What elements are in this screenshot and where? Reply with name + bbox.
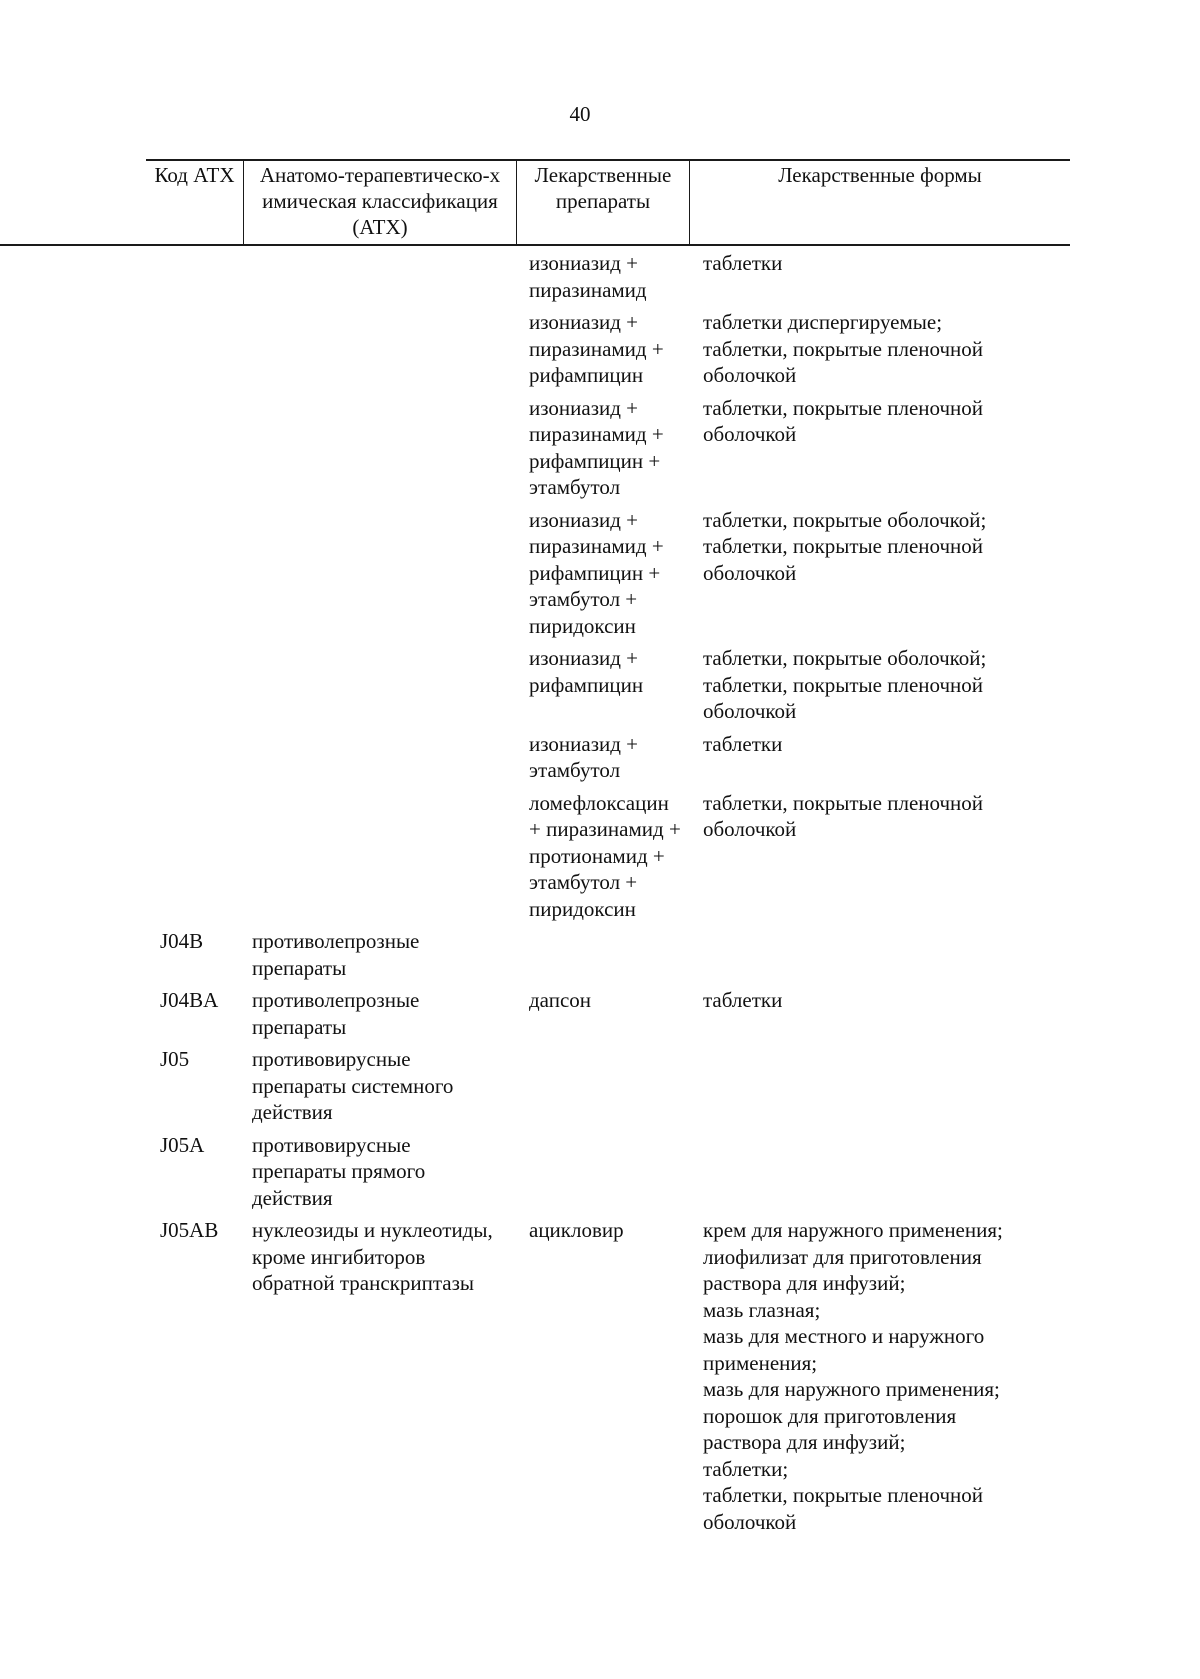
table-row bbox=[0, 645, 1200, 725]
table-row bbox=[0, 1217, 1200, 1535]
table-row bbox=[0, 395, 1200, 501]
forms-cell: таблетки bbox=[703, 731, 783, 756]
table-row bbox=[0, 790, 1200, 923]
header-forms: Лекарственные формы bbox=[778, 163, 982, 187]
drug-cell: изониазид + пиразинамид bbox=[529, 251, 647, 302]
drug-cell: изониазид + пиразинамид + рифампицин bbox=[529, 310, 664, 387]
classification-cell: противолепрозные препараты bbox=[252, 988, 420, 1039]
header-bottom-rule bbox=[0, 244, 1070, 246]
atx-code-cell: J04B bbox=[160, 929, 204, 953]
table-body bbox=[0, 250, 1200, 1541]
forms-cell: таблетки, покрытые оболочкой; таблетки, покрытые пленочной оболочкой bbox=[703, 507, 987, 585]
table-row bbox=[0, 928, 1200, 981]
atx-code-cell: J04BA bbox=[160, 988, 219, 1012]
table-row bbox=[0, 309, 1200, 389]
header-top-rule bbox=[146, 159, 1070, 161]
forms-cell: таблетки, покрытые пленочной оболочкой bbox=[703, 395, 984, 446]
header-drugs: Лекарственные препараты bbox=[534, 163, 672, 213]
drug-cell: изониазид + рифампицин bbox=[529, 646, 644, 697]
table-row bbox=[0, 731, 1200, 784]
table-row bbox=[0, 507, 1200, 640]
classification-cell: противолепрозные препараты bbox=[252, 929, 420, 980]
table-row bbox=[0, 987, 1200, 1040]
table-row bbox=[0, 250, 1200, 303]
drug-cell: ломефлоксацин + пиразинамид + протионамид + этамбутол + пиридоксин bbox=[529, 790, 681, 921]
classification-cell: противовирусные препараты прямого действия bbox=[252, 1132, 426, 1210]
drug-cell: ацикловир bbox=[529, 1218, 624, 1242]
table-row bbox=[0, 1132, 1200, 1212]
table-row bbox=[0, 1046, 1200, 1126]
atx-code-cell: J05 bbox=[160, 1047, 190, 1071]
drug-cell: изониазид + пиразинамид + рифампицин + этамбутол + пиридоксин bbox=[529, 507, 664, 638]
header-code: Код АТХ bbox=[154, 163, 235, 187]
forms-cell: таблетки bbox=[703, 988, 783, 1012]
atx-code-cell: J05AB bbox=[160, 1218, 219, 1242]
drug-cell: дапсон bbox=[529, 988, 592, 1012]
forms-cell: таблетки, покрытые пленочной оболочкой bbox=[703, 790, 984, 841]
forms-cell: таблетки диспергируемые; таблетки, покрытые пленочной оболочкой bbox=[703, 310, 984, 387]
drug-cell: изониазид + пиразинамид + рифампицин + этамбутол bbox=[529, 395, 664, 499]
header-classification: Анатомо-терапевтическо-х имическая классификация (АТХ) bbox=[259, 163, 501, 239]
atx-code-cell: J05A bbox=[160, 1132, 205, 1157]
drug-cell: изониазид + этамбутол bbox=[529, 731, 639, 782]
forms-cell: таблетки bbox=[703, 251, 783, 275]
classification-cell: противовирусные препараты системного действия bbox=[252, 1047, 454, 1124]
forms-cell: таблетки, покрытые оболочкой; таблетки, покрытые пленочной оболочкой bbox=[703, 646, 987, 723]
page-number: 40 bbox=[569, 102, 591, 126]
forms-cell: крем для наружного применения; лиофилизат для приготовления раствора для инфузий; мазь глазная; мазь для местного и наружного применения; мазь для наружного применения; порошок для приготовления раствора для инфузий; таблетки; таблетки, покрытые пленочной оболочкой bbox=[703, 1218, 1003, 1534]
classification-cell: нуклеозиды и нуклеотиды, кроме ингибиторов обратной транскриптазы bbox=[252, 1218, 493, 1295]
